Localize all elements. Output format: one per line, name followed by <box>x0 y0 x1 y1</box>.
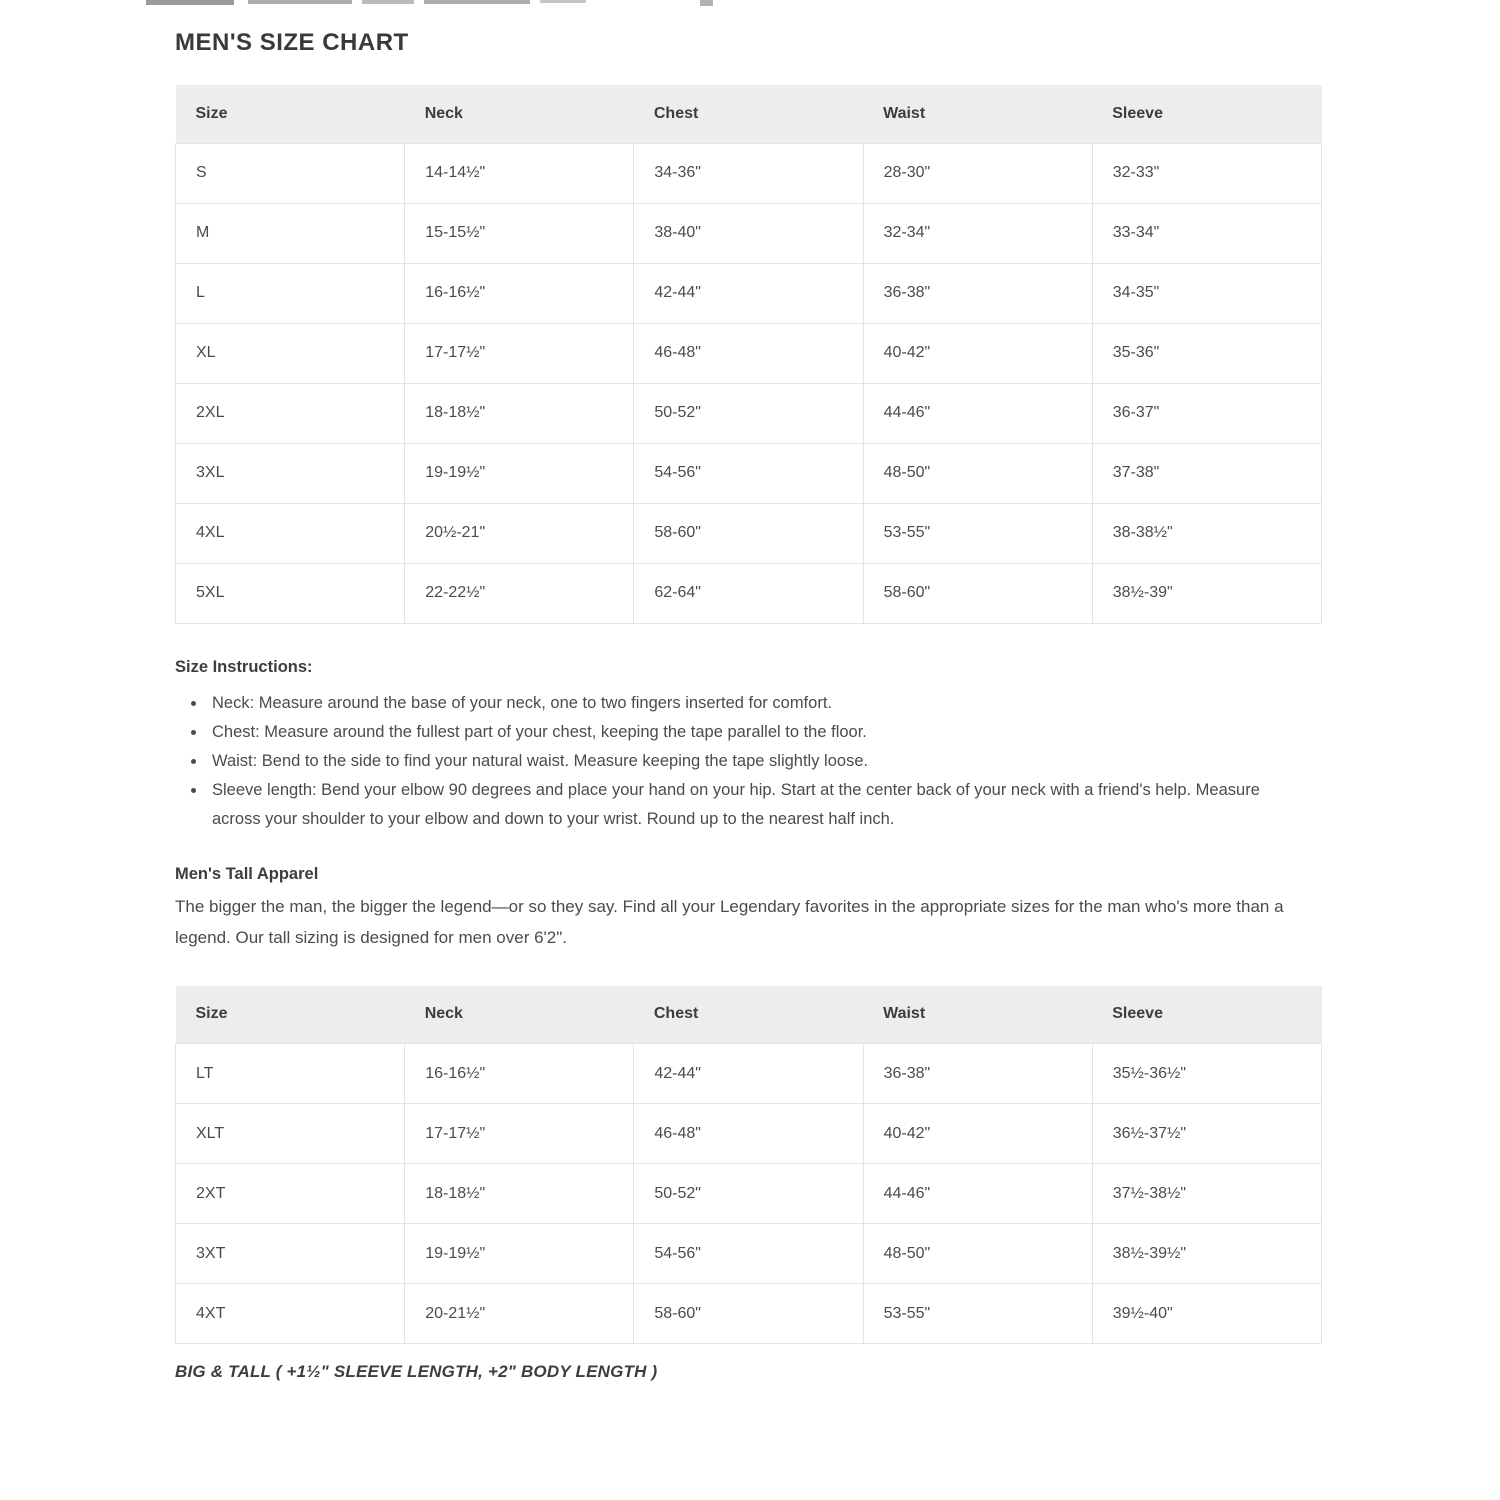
table-cell: 36-38" <box>863 263 1092 323</box>
table-cell: 62-64" <box>634 563 863 623</box>
size-instructions-heading: Size Instructions: <box>175 657 313 676</box>
table-cell: 4XT <box>176 1284 405 1344</box>
table-cell: 36-38" <box>863 1044 1092 1104</box>
table-row <box>176 323 1322 383</box>
table-cell: 17-17½" <box>405 323 634 383</box>
table-row <box>176 1104 1322 1164</box>
table-cell: 20½-21" <box>405 503 634 563</box>
table-cell: 28-30" <box>863 143 1092 203</box>
instruction-item: Neck: Measure around the base of your neck, one to two fingers inserted for comfort. <box>175 689 1300 718</box>
table-cell: 15-15½" <box>405 203 634 263</box>
table-row <box>176 1284 1322 1344</box>
column-header: Chest <box>634 986 863 1044</box>
table-cell: 35-36" <box>1092 323 1321 383</box>
instruction-item: Waist: Bend to the side to find your natural waist. Measure keeping the tape slightly loose. <box>175 747 1300 776</box>
table-row <box>176 143 1322 203</box>
table-cell: 42-44" <box>634 263 863 323</box>
table-cell: 37-38" <box>1092 443 1321 503</box>
table-cell: 44-46" <box>863 383 1092 443</box>
table-cell: 16-16½" <box>405 263 634 323</box>
table-cell: 38-38½" <box>1092 503 1321 563</box>
table-cell: 35½-36½" <box>1092 1044 1321 1104</box>
tall-apparel-paragraph: The bigger the man, the bigger the legend—or so they say. Find all your Legendary favorites in the appropriate sizes for the man who's more than a legend. Our tall sizing is designed for men over 6'2". <box>175 896 1284 947</box>
table-cell: 53-55" <box>863 503 1092 563</box>
table-cell: 32-33" <box>1092 143 1321 203</box>
table-cell: LT <box>176 1044 405 1104</box>
table-cell: 58-60" <box>863 563 1092 623</box>
table-cell: 38-40" <box>634 203 863 263</box>
table-cell: 42-44" <box>634 1044 863 1104</box>
table-row <box>176 503 1322 563</box>
table-cell: 36-37" <box>1092 383 1321 443</box>
table-cell: 48-50" <box>863 1224 1092 1284</box>
table-cell: 16-16½" <box>405 1044 634 1104</box>
size-instructions-list <box>175 689 1300 834</box>
table-cell: 58-60" <box>634 503 863 563</box>
table-cell: 40-42" <box>863 323 1092 383</box>
instruction-item: Chest: Measure around the fullest part of your chest, keeping the tape parallel to the floor. <box>175 718 1300 747</box>
table-cell: 40-42" <box>863 1104 1092 1164</box>
table-cell: 46-48" <box>634 323 863 383</box>
table-row <box>176 563 1322 623</box>
column-header: Waist <box>863 986 1092 1044</box>
table-cell: 54-56" <box>634 1224 863 1284</box>
table-cell: XL <box>176 323 405 383</box>
table-cell: 58-60" <box>634 1284 863 1344</box>
table-cell: 50-52" <box>634 1164 863 1224</box>
table-cell: 17-17½" <box>405 1104 634 1164</box>
table-row <box>176 1164 1322 1224</box>
table-cell: 44-46" <box>863 1164 1092 1224</box>
table-cell: 19-19½" <box>405 443 634 503</box>
table-cell: 34-35" <box>1092 263 1321 323</box>
table-cell: 2XT <box>176 1164 405 1224</box>
table-cell: 33-34" <box>1092 203 1321 263</box>
instruction-item: Sleeve length: Bend your elbow 90 degrees and place your hand on your hip. Start at the center back of your neck with a friend's help. Measure across your shoulder to your elbow and down to your wrist. Round up to the nearest half inch. <box>175 776 1300 834</box>
mens-size-chart-table <box>175 85 1322 624</box>
column-header: Size <box>176 85 405 143</box>
table-cell: 3XT <box>176 1224 405 1284</box>
table-row <box>176 383 1322 443</box>
column-header: Waist <box>863 85 1092 143</box>
table-row <box>176 1224 1322 1284</box>
table-cell: 18-18½" <box>405 1164 634 1224</box>
table-cell: 46-48" <box>634 1104 863 1164</box>
column-header: Neck <box>405 85 634 143</box>
tall-apparel-heading: Men's Tall Apparel <box>175 864 319 883</box>
table-cell: 38½-39½" <box>1092 1224 1321 1284</box>
table-cell: 38½-39" <box>1092 563 1321 623</box>
table-cell: 22-22½" <box>405 563 634 623</box>
table-cell: 48-50" <box>863 443 1092 503</box>
mens-tall-size-chart-table <box>175 986 1322 1345</box>
header-row <box>176 986 1322 1044</box>
table-cell: 4XL <box>176 503 405 563</box>
table-cell: XLT <box>176 1104 405 1164</box>
column-header: Size <box>176 986 405 1044</box>
column-header: Neck <box>405 986 634 1044</box>
table-cell: 18-18½" <box>405 383 634 443</box>
column-header: Sleeve <box>1092 85 1321 143</box>
table-cell: M <box>176 203 405 263</box>
table-cell: 2XL <box>176 383 405 443</box>
header-row <box>176 85 1322 143</box>
table-cell: 32-34" <box>863 203 1092 263</box>
page-title: MEN'S SIZE CHART <box>175 29 409 56</box>
table-cell: 3XL <box>176 443 405 503</box>
table-cell: 19-19½" <box>405 1224 634 1284</box>
size-chart-page <box>175 0 1322 1382</box>
table-row <box>176 1044 1322 1104</box>
table-row <box>176 443 1322 503</box>
table-cell: 53-55" <box>863 1284 1092 1344</box>
table-cell: 34-36" <box>634 143 863 203</box>
table-cell: 54-56" <box>634 443 863 503</box>
table-cell: 14-14½" <box>405 143 634 203</box>
table-row <box>176 263 1322 323</box>
table-cell: 37½-38½" <box>1092 1164 1321 1224</box>
table-cell: L <box>176 263 405 323</box>
column-header: Sleeve <box>1092 986 1321 1044</box>
big-tall-footnote: BIG & TALL ( +1½" SLEEVE LENGTH, +2" BODY LENGTH ) <box>175 1362 658 1381</box>
table-cell: S <box>176 143 405 203</box>
table-cell: 20-21½" <box>405 1284 634 1344</box>
table-cell: 5XL <box>176 563 405 623</box>
table-row <box>176 203 1322 263</box>
column-header: Chest <box>634 85 863 143</box>
table-cell: 50-52" <box>634 383 863 443</box>
table-cell: 36½-37½" <box>1092 1104 1321 1164</box>
table-cell: 39½-40" <box>1092 1284 1321 1344</box>
